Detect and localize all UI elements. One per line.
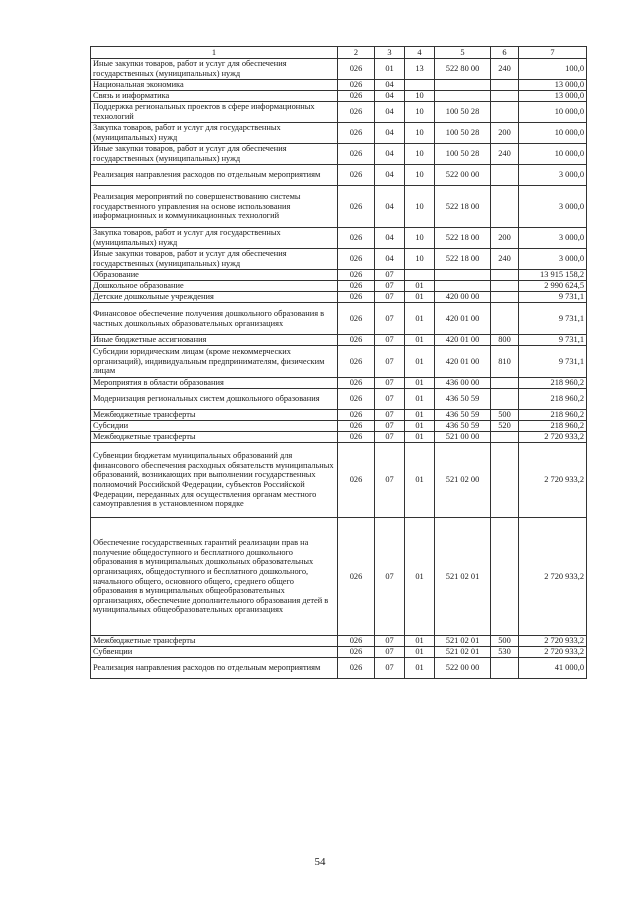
row-name: Субвенции (91, 647, 338, 658)
row-code-target: 436 50 59 (435, 421, 491, 432)
row-amount: 10 000,0 (519, 144, 587, 165)
row-code-expense-type (491, 303, 519, 335)
row-code-expense-type (491, 91, 519, 102)
row-code-expense-type: 240 (491, 249, 519, 270)
table-row (91, 165, 587, 186)
row-code-section: 07 (375, 292, 405, 303)
row-name: Иные закупки товаров, работ и услуг для обеспечения государственных (муниципальных) нужд (91, 59, 338, 80)
row-code-section: 04 (375, 165, 405, 186)
row-code-expense-type (491, 281, 519, 292)
row-code-admin: 026 (338, 432, 375, 443)
row-code-subsection: 01 (405, 410, 435, 421)
col-header-5: 5 (435, 47, 491, 59)
row-code-subsection: 01 (405, 281, 435, 292)
row-code-target: 522 18 00 (435, 249, 491, 270)
row-code-expense-type (491, 292, 519, 303)
table-body (91, 59, 587, 679)
row-code-section: 07 (375, 410, 405, 421)
row-code-section: 04 (375, 91, 405, 102)
row-code-expense-type: 500 (491, 636, 519, 647)
header-row (91, 47, 587, 59)
row-code-expense-type (491, 186, 519, 228)
row-code-subsection: 01 (405, 335, 435, 346)
row-code-subsection: 10 (405, 91, 435, 102)
row-code-admin: 026 (338, 518, 375, 636)
table-row (91, 270, 587, 281)
row-code-subsection: 01 (405, 303, 435, 335)
col-header-2: 2 (338, 47, 375, 59)
row-name: Связь и информатика (91, 91, 338, 102)
row-code-target: 521 02 01 (435, 647, 491, 658)
row-name: Реализация направления расходов по отдельным мероприятиям (91, 658, 338, 679)
row-code-subsection: 01 (405, 636, 435, 647)
row-code-subsection: 10 (405, 249, 435, 270)
row-code-expense-type: 530 (491, 647, 519, 658)
row-code-admin: 026 (338, 91, 375, 102)
row-code-admin: 026 (338, 303, 375, 335)
row-amount: 3 000,0 (519, 165, 587, 186)
row-code-target: 420 01 00 (435, 346, 491, 378)
table-row (91, 123, 587, 144)
row-code-subsection: 10 (405, 186, 435, 228)
row-code-target: 522 80 00 (435, 59, 491, 80)
table-row (91, 144, 587, 165)
row-code-target: 521 00 00 (435, 432, 491, 443)
row-code-expense-type (491, 378, 519, 389)
row-code-admin: 026 (338, 421, 375, 432)
row-code-target: 100 50 28 (435, 123, 491, 144)
row-code-admin: 026 (338, 59, 375, 80)
table-row (91, 292, 587, 303)
row-amount: 3 000,0 (519, 249, 587, 270)
row-code-admin: 026 (338, 292, 375, 303)
row-amount: 3 000,0 (519, 228, 587, 249)
row-name: Образование (91, 270, 338, 281)
row-code-target: 100 50 28 (435, 102, 491, 123)
row-code-expense-type (491, 518, 519, 636)
row-code-target: 521 02 01 (435, 518, 491, 636)
row-code-admin: 026 (338, 410, 375, 421)
row-code-section: 07 (375, 658, 405, 679)
row-code-section: 07 (375, 335, 405, 346)
row-amount: 9 731,1 (519, 303, 587, 335)
row-code-subsection: 01 (405, 378, 435, 389)
row-code-expense-type: 500 (491, 410, 519, 421)
col-header-7: 7 (519, 47, 587, 59)
table-row (91, 378, 587, 389)
row-code-target (435, 281, 491, 292)
row-code-section: 07 (375, 378, 405, 389)
table-row (91, 443, 587, 518)
row-code-subsection (405, 270, 435, 281)
row-amount: 218 960,2 (519, 389, 587, 410)
table-row (91, 102, 587, 123)
row-amount: 9 731,1 (519, 335, 587, 346)
row-code-expense-type (491, 102, 519, 123)
row-amount: 2 720 933,2 (519, 518, 587, 636)
row-amount: 218 960,2 (519, 410, 587, 421)
table-row (91, 59, 587, 80)
row-code-expense-type (491, 443, 519, 518)
row-name: Субсидии юридическим лицам (кроме некоммерческих организаций), индивидуальным предпринимателям, физическим лицам (91, 346, 338, 378)
row-code-admin: 026 (338, 165, 375, 186)
row-code-target (435, 80, 491, 91)
row-name: Дошкольное образование (91, 281, 338, 292)
col-header-1: 1 (91, 47, 338, 59)
row-code-subsection: 10 (405, 144, 435, 165)
row-name: Иные закупки товаров, работ и услуг для обеспечения государственных (муниципальных) нужд (91, 144, 338, 165)
row-code-expense-type: 240 (491, 144, 519, 165)
table-row (91, 518, 587, 636)
table-row (91, 658, 587, 679)
row-code-admin: 026 (338, 647, 375, 658)
row-name: Финансовое обеспечение получения дошкольного образования в частных дошкольных образовательных организациях (91, 303, 338, 335)
row-code-section: 07 (375, 281, 405, 292)
row-name: Реализация мероприятий по совершенствованию системы государственного управления на основе использования информационных и коммуникационных технологий (91, 186, 338, 228)
table-row (91, 281, 587, 292)
table-row (91, 228, 587, 249)
row-code-section: 07 (375, 432, 405, 443)
row-amount: 13 915 158,2 (519, 270, 587, 281)
row-amount: 13 000,0 (519, 80, 587, 91)
row-code-section: 04 (375, 144, 405, 165)
row-amount: 100,0 (519, 59, 587, 80)
table-row (91, 186, 587, 228)
col-header-4: 4 (405, 47, 435, 59)
row-name: Мероприятия в области образования (91, 378, 338, 389)
row-code-admin: 026 (338, 123, 375, 144)
row-code-target: 521 02 00 (435, 443, 491, 518)
table-row (91, 636, 587, 647)
row-code-subsection: 01 (405, 292, 435, 303)
row-name: Реализация направления расходов по отдельным мероприятиям (91, 165, 338, 186)
row-code-target: 436 00 00 (435, 378, 491, 389)
row-code-section: 07 (375, 389, 405, 410)
row-name: Субсидии (91, 421, 338, 432)
col-header-6: 6 (491, 47, 519, 59)
table-row (91, 80, 587, 91)
row-code-subsection: 10 (405, 228, 435, 249)
table-row (91, 91, 587, 102)
row-code-admin: 026 (338, 228, 375, 249)
row-code-admin: 026 (338, 281, 375, 292)
row-code-subsection: 01 (405, 658, 435, 679)
row-code-target: 420 00 00 (435, 292, 491, 303)
table-row (91, 410, 587, 421)
row-code-subsection: 01 (405, 432, 435, 443)
row-code-expense-type (491, 432, 519, 443)
row-code-subsection: 01 (405, 443, 435, 518)
row-name: Модернизация региональных систем дошкольного образования (91, 389, 338, 410)
row-code-expense-type (491, 658, 519, 679)
row-code-section: 07 (375, 647, 405, 658)
row-amount: 218 960,2 (519, 421, 587, 432)
row-code-admin: 026 (338, 186, 375, 228)
table-row (91, 346, 587, 378)
row-code-admin: 026 (338, 389, 375, 410)
row-amount: 2 720 933,2 (519, 443, 587, 518)
row-code-subsection: 01 (405, 518, 435, 636)
row-amount: 2 720 933,2 (519, 636, 587, 647)
row-code-target: 521 02 01 (435, 636, 491, 647)
row-code-subsection: 01 (405, 421, 435, 432)
table-row (91, 432, 587, 443)
row-code-section: 01 (375, 59, 405, 80)
row-name: Межбюджетные трансферты (91, 636, 338, 647)
row-code-target (435, 91, 491, 102)
row-code-section: 04 (375, 80, 405, 91)
row-code-section: 07 (375, 636, 405, 647)
row-code-admin: 026 (338, 346, 375, 378)
row-code-admin: 026 (338, 335, 375, 346)
row-code-section: 04 (375, 186, 405, 228)
col-header-3: 3 (375, 47, 405, 59)
row-amount: 9 731,1 (519, 292, 587, 303)
row-name: Иные бюджетные ассигнования (91, 335, 338, 346)
row-name: Поддержка региональных проектов в сфере информационных технологий (91, 102, 338, 123)
row-name: Субвенции бюджетам муниципальных образований для финансового обеспечения расходных обязательств муниципальных образований, возникающих при выполнении государственных полномочий Российской Федерации, субъектов Российской Федерации, переданных для осуществления органам местного самоуправления в установленном порядке (91, 443, 338, 518)
row-code-subsection: 01 (405, 346, 435, 378)
row-amount: 3 000,0 (519, 186, 587, 228)
table-row (91, 249, 587, 270)
row-amount: 10 000,0 (519, 123, 587, 144)
row-code-target (435, 270, 491, 281)
row-code-target: 436 50 59 (435, 410, 491, 421)
row-name: Закупка товаров, работ и услуг для государственных (муниципальных) нужд (91, 228, 338, 249)
row-code-expense-type (491, 80, 519, 91)
row-code-section: 04 (375, 102, 405, 123)
row-name: Закупка товаров, работ и услуг для государственных (муниципальных) нужд (91, 123, 338, 144)
row-code-admin: 026 (338, 636, 375, 647)
row-code-expense-type: 810 (491, 346, 519, 378)
row-code-expense-type: 200 (491, 123, 519, 144)
row-code-target: 100 50 28 (435, 144, 491, 165)
row-code-expense-type (491, 270, 519, 281)
row-name: Межбюджетные трансферты (91, 432, 338, 443)
row-code-target: 436 50 59 (435, 389, 491, 410)
row-code-subsection: 13 (405, 59, 435, 80)
row-code-expense-type (491, 389, 519, 410)
row-code-target: 420 01 00 (435, 303, 491, 335)
row-code-section: 07 (375, 270, 405, 281)
row-code-section: 04 (375, 249, 405, 270)
row-name: Детские дошкольные учреждения (91, 292, 338, 303)
row-code-target: 522 00 00 (435, 165, 491, 186)
row-code-section: 07 (375, 346, 405, 378)
row-code-target: 522 18 00 (435, 228, 491, 249)
row-code-expense-type (491, 165, 519, 186)
row-code-admin: 026 (338, 80, 375, 91)
row-code-subsection (405, 80, 435, 91)
row-code-target: 522 00 00 (435, 658, 491, 679)
row-code-admin: 026 (338, 249, 375, 270)
row-code-admin: 026 (338, 658, 375, 679)
row-code-subsection: 01 (405, 389, 435, 410)
row-code-subsection: 10 (405, 165, 435, 186)
row-amount: 9 731,1 (519, 346, 587, 378)
row-code-expense-type: 800 (491, 335, 519, 346)
page-number: 54 (314, 856, 326, 868)
table-row (91, 335, 587, 346)
row-code-expense-type: 240 (491, 59, 519, 80)
row-code-expense-type: 520 (491, 421, 519, 432)
row-amount: 10 000,0 (519, 102, 587, 123)
row-name: Межбюджетные трансферты (91, 410, 338, 421)
row-name: Обеспечение государственных гарантий реализации прав на получение общедоступного и бесплатного дошкольного образования в муниципальных дошкольных образовательных организациях, общедоступного и бесплатного дошкольного, начального общего, основного общего, среднего общего образования в муниципальных общеобразовательных организациях, обеспечение дополнительного образования детей в муниципальных общеобразовательных организациях (91, 518, 338, 636)
row-name: Иные закупки товаров, работ и услуг для обеспечения государственных (муниципальных) нужд (91, 249, 338, 270)
row-code-admin: 026 (338, 144, 375, 165)
budget-table (90, 46, 587, 679)
row-amount: 2 720 933,2 (519, 647, 587, 658)
row-code-section: 07 (375, 303, 405, 335)
row-code-target: 420 01 00 (435, 335, 491, 346)
row-name: Национальная экономика (91, 80, 338, 91)
row-amount: 2 720 933,2 (519, 432, 587, 443)
row-code-subsection: 10 (405, 102, 435, 123)
table-row (91, 389, 587, 410)
row-code-section: 07 (375, 518, 405, 636)
row-amount: 13 000,0 (519, 91, 587, 102)
row-code-section: 07 (375, 443, 405, 518)
row-code-admin: 026 (338, 443, 375, 518)
row-code-section: 04 (375, 123, 405, 144)
row-amount: 2 990 624,5 (519, 281, 587, 292)
table-row (91, 421, 587, 432)
row-amount: 218 960,2 (519, 378, 587, 389)
table-row (91, 647, 587, 658)
row-code-admin: 026 (338, 270, 375, 281)
row-code-section: 07 (375, 421, 405, 432)
row-amount: 41 000,0 (519, 658, 587, 679)
table-row (91, 303, 587, 335)
row-code-admin: 026 (338, 378, 375, 389)
row-code-section: 04 (375, 228, 405, 249)
row-code-admin: 026 (338, 102, 375, 123)
row-code-subsection: 01 (405, 647, 435, 658)
row-code-expense-type: 200 (491, 228, 519, 249)
row-code-target: 522 18 00 (435, 186, 491, 228)
row-code-subsection: 10 (405, 123, 435, 144)
